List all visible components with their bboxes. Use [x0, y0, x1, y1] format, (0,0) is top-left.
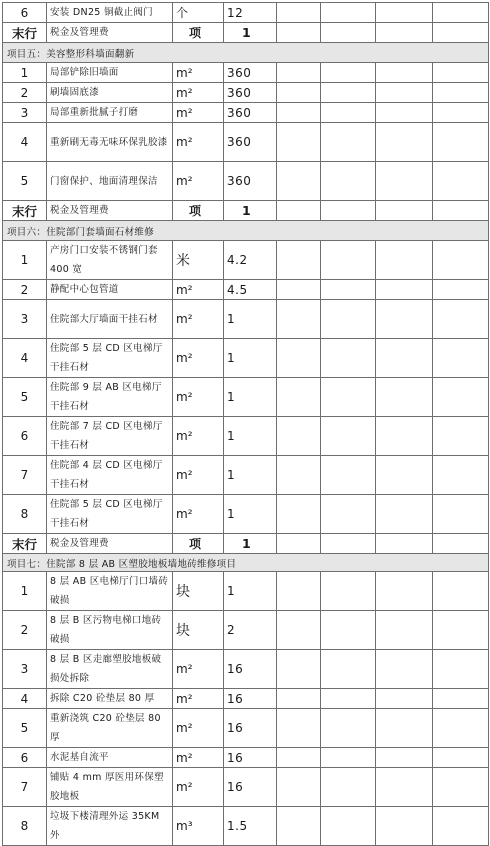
item-unit: m²: [173, 689, 224, 709]
empty-cell: [321, 572, 376, 611]
empty-cell: [277, 611, 321, 650]
item-number: 末行: [3, 201, 47, 221]
empty-cell: [376, 768, 433, 807]
empty-cell: [277, 103, 321, 123]
total-row: [3, 201, 489, 221]
empty-cell: [433, 689, 489, 709]
empty-cell: [376, 689, 433, 709]
item-quantity: 16: [224, 768, 277, 807]
empty-cell: [277, 495, 321, 534]
item-description: 税金及管理费: [47, 201, 173, 221]
empty-cell: [321, 534, 376, 554]
empty-cell: [321, 280, 376, 300]
item-number: 2: [3, 280, 47, 300]
item-quantity: 1.5: [224, 807, 277, 846]
empty-cell: [433, 63, 489, 83]
empty-cell: [433, 495, 489, 534]
empty-cell: [376, 300, 433, 339]
item-number: 2: [3, 83, 47, 103]
item-quantity: 4.2: [224, 241, 277, 280]
empty-cell: [376, 495, 433, 534]
empty-cell: [321, 709, 376, 748]
item-description: 安装 DN25 铜截止阀门: [47, 3, 173, 23]
empty-cell: [376, 748, 433, 768]
item-unit: m²: [173, 456, 224, 495]
item-quantity: 1: [224, 339, 277, 378]
table-row: [3, 83, 489, 103]
empty-cell: [277, 689, 321, 709]
item-description: 8 层 AB 区电梯厅门口墙砖破损: [47, 572, 173, 611]
item-unit: m²: [173, 63, 224, 83]
item-quantity: 1: [224, 456, 277, 495]
item-description: 刷墙固底漆: [47, 83, 173, 103]
empty-cell: [321, 103, 376, 123]
empty-cell: [376, 650, 433, 689]
item-description: 住院部 4 层 CD 区电梯厅干挂石材: [47, 456, 173, 495]
item-quantity: 4.5: [224, 280, 277, 300]
table-row: [3, 3, 489, 23]
empty-cell: [376, 3, 433, 23]
item-quantity: 16: [224, 748, 277, 768]
item-number: 3: [3, 650, 47, 689]
table-row: [3, 572, 489, 611]
empty-cell: [433, 300, 489, 339]
item-quantity: 12: [224, 3, 277, 23]
empty-cell: [376, 123, 433, 162]
item-unit: 块: [173, 611, 224, 650]
item-unit: m²: [173, 103, 224, 123]
empty-cell: [321, 339, 376, 378]
item-quantity: 360: [224, 162, 277, 201]
section-header-row: [3, 554, 489, 572]
empty-cell: [321, 241, 376, 280]
empty-cell: [277, 339, 321, 378]
table-row: [3, 709, 489, 748]
empty-cell: [433, 83, 489, 103]
item-number: 6: [3, 3, 47, 23]
item-quantity: 360: [224, 63, 277, 83]
empty-cell: [321, 3, 376, 23]
empty-cell: [321, 495, 376, 534]
empty-cell: [433, 241, 489, 280]
empty-cell: [277, 63, 321, 83]
table-row: [3, 689, 489, 709]
section-title: 项目五：美容整形科墙面翻新: [3, 43, 489, 63]
item-quantity: 1: [224, 495, 277, 534]
table-row: [3, 162, 489, 201]
item-quantity: 360: [224, 83, 277, 103]
item-number: 6: [3, 748, 47, 768]
section-title: 项目七：住院部 8 层 AB 区塑胶地板墙地砖维修项目: [3, 554, 489, 572]
item-number: 8: [3, 495, 47, 534]
empty-cell: [433, 339, 489, 378]
empty-cell: [321, 123, 376, 162]
empty-cell: [321, 63, 376, 83]
empty-cell: [321, 162, 376, 201]
item-number: 4: [3, 689, 47, 709]
item-unit: 个: [173, 3, 224, 23]
item-number: 7: [3, 456, 47, 495]
empty-cell: [321, 748, 376, 768]
item-description: 重新刷无毒无味环保乳胶漆: [47, 123, 173, 162]
table-row: [3, 103, 489, 123]
empty-cell: [433, 103, 489, 123]
item-unit: m²: [173, 83, 224, 103]
empty-cell: [433, 534, 489, 554]
item-description: 垃圾下楼清理外运 35KM 外: [47, 807, 173, 846]
item-quantity: 16: [224, 650, 277, 689]
empty-cell: [321, 378, 376, 417]
empty-cell: [321, 689, 376, 709]
table-row: [3, 280, 489, 300]
item-description: 门窗保护、地面清理保洁: [47, 162, 173, 201]
item-description: 拆除 C20 砼垫层 80 厚: [47, 689, 173, 709]
item-description: 铺贴 4 mm 厚医用环保塑胶地板: [47, 768, 173, 807]
item-unit: 项: [173, 201, 224, 221]
item-quantity: 1: [224, 417, 277, 456]
total-row: [3, 534, 489, 554]
item-quantity: 1: [224, 23, 277, 43]
item-quantity: 16: [224, 689, 277, 709]
item-number: 8: [3, 807, 47, 846]
item-number: 1: [3, 572, 47, 611]
empty-cell: [433, 650, 489, 689]
empty-cell: [321, 456, 376, 495]
item-unit: m²: [173, 123, 224, 162]
empty-cell: [277, 534, 321, 554]
total-row: [3, 23, 489, 43]
empty-cell: [321, 807, 376, 846]
empty-cell: [433, 123, 489, 162]
empty-cell: [376, 280, 433, 300]
empty-cell: [376, 339, 433, 378]
empty-cell: [433, 201, 489, 221]
empty-cell: [433, 611, 489, 650]
item-description: 8 层 B 区污物电梯口地砖破损: [47, 611, 173, 650]
empty-cell: [433, 456, 489, 495]
empty-cell: [433, 807, 489, 846]
empty-cell: [376, 103, 433, 123]
item-quantity: 1: [224, 572, 277, 611]
empty-cell: [321, 650, 376, 689]
item-quantity: 1: [224, 378, 277, 417]
item-number: 末行: [3, 534, 47, 554]
item-unit: m²: [173, 417, 224, 456]
empty-cell: [376, 63, 433, 83]
item-description: 重新浇筑 C20 砼垫层 80 厚: [47, 709, 173, 748]
item-unit: m²: [173, 162, 224, 201]
empty-cell: [277, 748, 321, 768]
item-description: 局部重新批腻子打磨: [47, 103, 173, 123]
table-body: [3, 3, 489, 846]
item-unit: m²: [173, 339, 224, 378]
empty-cell: [321, 417, 376, 456]
empty-cell: [277, 201, 321, 221]
empty-cell: [321, 23, 376, 43]
empty-cell: [376, 201, 433, 221]
item-number: 1: [3, 63, 47, 83]
table-row: [3, 495, 489, 534]
item-description: 产房门口安装不锈钢门套 400 宽: [47, 241, 173, 280]
table-row: [3, 748, 489, 768]
empty-cell: [277, 162, 321, 201]
item-number: 末行: [3, 23, 47, 43]
item-quantity: 360: [224, 123, 277, 162]
table-row: [3, 417, 489, 456]
item-number: 5: [3, 709, 47, 748]
empty-cell: [277, 123, 321, 162]
item-number: 7: [3, 768, 47, 807]
item-unit: 项: [173, 23, 224, 43]
item-number: 6: [3, 417, 47, 456]
empty-cell: [433, 3, 489, 23]
item-description: 静配中心包管道: [47, 280, 173, 300]
item-quantity: 1: [224, 534, 277, 554]
item-number: 3: [3, 300, 47, 339]
empty-cell: [376, 709, 433, 748]
item-description: 住院部 7 层 CD 区电梯厅干挂石材: [47, 417, 173, 456]
item-quantity: 16: [224, 709, 277, 748]
empty-cell: [277, 300, 321, 339]
empty-cell: [433, 378, 489, 417]
item-description: 住院部 5 层 CD 区电梯厅干挂石材: [47, 339, 173, 378]
item-unit: m²: [173, 709, 224, 748]
empty-cell: [376, 83, 433, 103]
item-number: 4: [3, 339, 47, 378]
empty-cell: [433, 417, 489, 456]
item-description: 住院部 9 层 AB 区电梯厅干挂石材: [47, 378, 173, 417]
empty-cell: [433, 709, 489, 748]
item-number: 2: [3, 611, 47, 650]
empty-cell: [433, 162, 489, 201]
empty-cell: [321, 300, 376, 339]
item-description: 住院部大厅墙面干挂石材: [47, 300, 173, 339]
empty-cell: [376, 807, 433, 846]
item-unit: m²: [173, 300, 224, 339]
empty-cell: [376, 162, 433, 201]
item-description: 水泥基自流平: [47, 748, 173, 768]
empty-cell: [277, 280, 321, 300]
empty-cell: [277, 23, 321, 43]
item-description: 8 层 B 区走廊塑胶地板破损处拆除: [47, 650, 173, 689]
item-description: 住院部 5 层 CD 区电梯厅干挂石材: [47, 495, 173, 534]
table-row: [3, 300, 489, 339]
section-header-row: [3, 43, 489, 63]
item-number: 1: [3, 241, 47, 280]
empty-cell: [321, 201, 376, 221]
table-row: [3, 378, 489, 417]
empty-cell: [277, 807, 321, 846]
table-row: [3, 650, 489, 689]
item-description: 税金及管理费: [47, 23, 173, 43]
empty-cell: [433, 23, 489, 43]
item-unit: m²: [173, 768, 224, 807]
empty-cell: [277, 241, 321, 280]
empty-cell: [321, 83, 376, 103]
item-quantity: 2: [224, 611, 277, 650]
empty-cell: [376, 534, 433, 554]
empty-cell: [277, 572, 321, 611]
empty-cell: [277, 768, 321, 807]
item-number: 3: [3, 103, 47, 123]
empty-cell: [277, 378, 321, 417]
item-description: 局部铲除旧墙面: [47, 63, 173, 83]
item-number: 5: [3, 162, 47, 201]
empty-cell: [277, 456, 321, 495]
table-row: [3, 611, 489, 650]
empty-cell: [376, 23, 433, 43]
empty-cell: [376, 241, 433, 280]
item-unit: 米: [173, 241, 224, 280]
table-row: [3, 339, 489, 378]
empty-cell: [433, 280, 489, 300]
item-unit: m²: [173, 650, 224, 689]
empty-cell: [433, 572, 489, 611]
item-unit: m²: [173, 748, 224, 768]
item-quantity: 1: [224, 201, 277, 221]
item-number: 4: [3, 123, 47, 162]
empty-cell: [433, 768, 489, 807]
table-row: [3, 241, 489, 280]
item-unit: m²: [173, 495, 224, 534]
item-quantity: 1: [224, 300, 277, 339]
item-number: 5: [3, 378, 47, 417]
item-unit: 块: [173, 572, 224, 611]
item-description: 税金及管理费: [47, 534, 173, 554]
empty-cell: [433, 748, 489, 768]
section-title: 项目六：住院部门套墙面石材维修: [3, 221, 489, 241]
section-header-row: [3, 221, 489, 241]
item-quantity: 360: [224, 103, 277, 123]
bill-of-quantities-table: [2, 2, 489, 846]
item-unit: m²: [173, 378, 224, 417]
empty-cell: [321, 611, 376, 650]
empty-cell: [277, 3, 321, 23]
empty-cell: [376, 611, 433, 650]
table-row: [3, 456, 489, 495]
empty-cell: [321, 768, 376, 807]
table-row: [3, 807, 489, 846]
item-unit: 项: [173, 534, 224, 554]
empty-cell: [277, 83, 321, 103]
empty-cell: [376, 378, 433, 417]
table-row: [3, 63, 489, 83]
empty-cell: [277, 709, 321, 748]
item-unit: m²: [173, 280, 224, 300]
empty-cell: [376, 572, 433, 611]
table-row: [3, 768, 489, 807]
table-row: [3, 123, 489, 162]
empty-cell: [277, 417, 321, 456]
empty-cell: [376, 456, 433, 495]
empty-cell: [277, 650, 321, 689]
item-unit: m³: [173, 807, 224, 846]
empty-cell: [376, 417, 433, 456]
